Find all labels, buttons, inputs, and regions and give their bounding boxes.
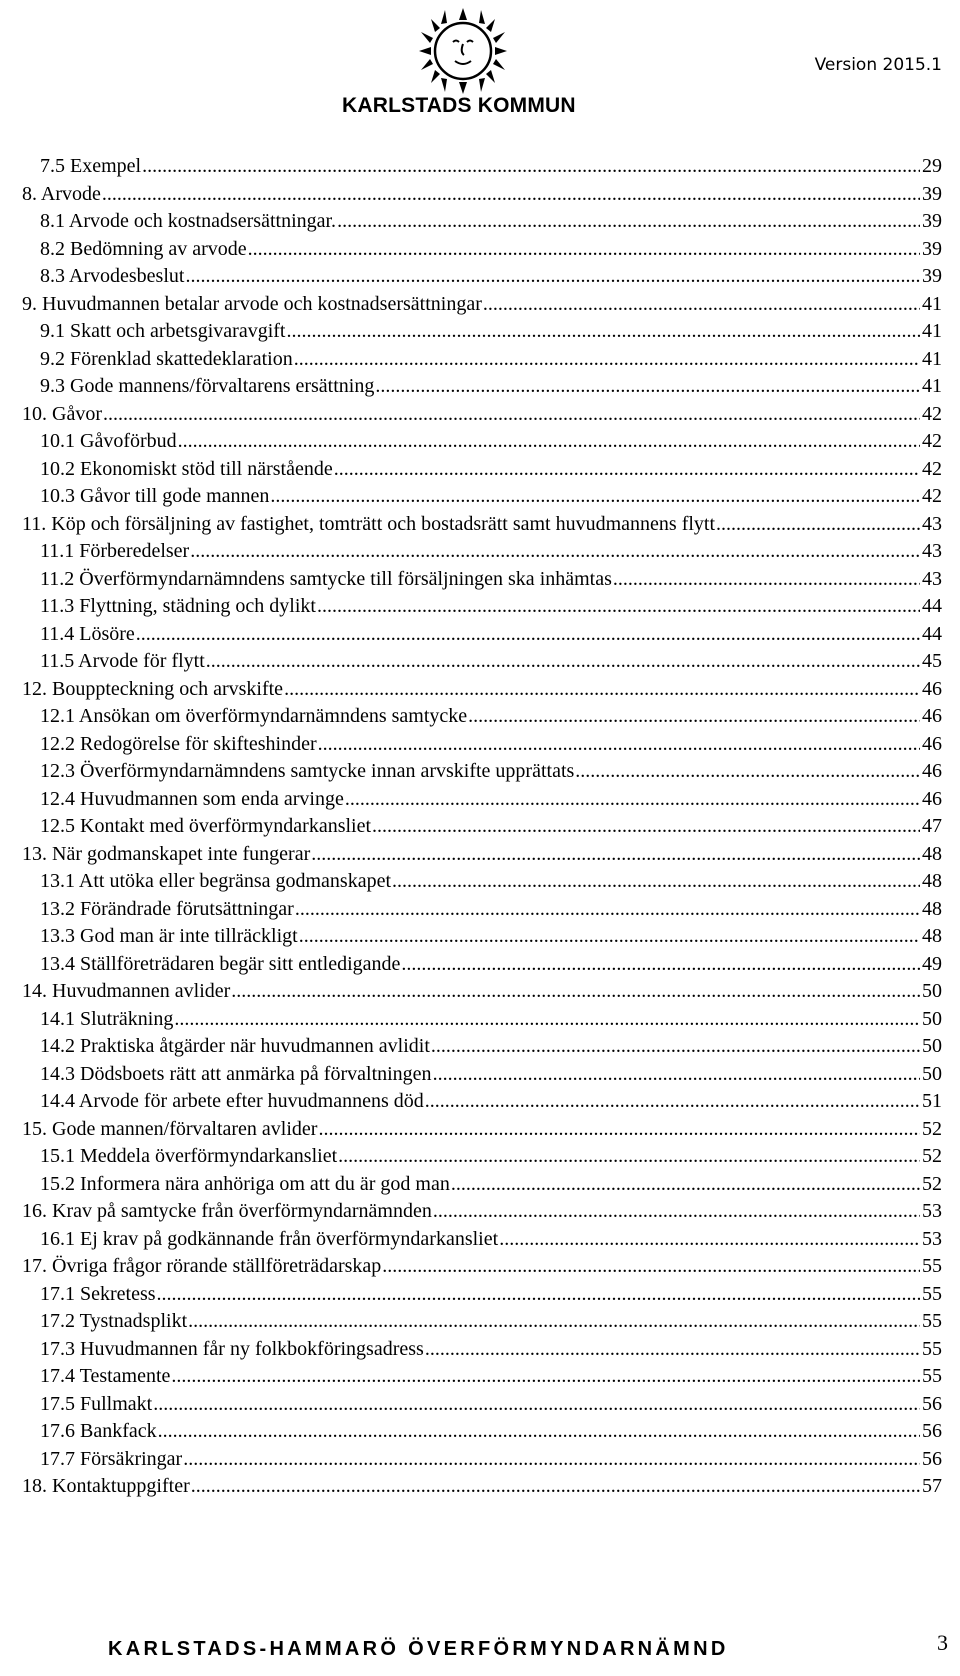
toc-dot-leader [158, 1417, 920, 1446]
toc-entry-page: 43 [922, 512, 942, 535]
toc-entry-label: 15. Gode mannen/förvaltaren avlider [22, 1117, 318, 1140]
toc-dot-leader [178, 427, 920, 456]
toc-entry-label: 9.2 Förenklad skattedeklaration [40, 347, 293, 370]
page-footer [0, 1630, 960, 1670]
toc-entry[interactable] [40, 455, 942, 484]
toc-dot-leader [401, 950, 920, 979]
toc-dot-leader [716, 510, 920, 539]
toc-entry-label: 14.4 Arvode för arbete efter huvudmannens död [40, 1090, 424, 1112]
toc-entry[interactable] [22, 1115, 942, 1144]
toc-entry-label: 17.4 Testamente [40, 1365, 171, 1387]
toc-entry-page: 56 [922, 1420, 942, 1442]
toc-entry-page: 51 [922, 1090, 942, 1112]
toc-entry-label: 12.2 Redogörelse för skifteshinder [40, 732, 317, 755]
toc-entry-page: 41 [922, 375, 942, 397]
toc-dot-leader [433, 1060, 920, 1089]
toc-entry[interactable] [40, 950, 942, 979]
toc-entry-label: 17.2 Tystnadsplikt [40, 1310, 188, 1332]
toc-entry-page: 55 [922, 1365, 942, 1387]
toc-entry[interactable] [22, 1472, 942, 1501]
toc-entry-label: 17. Övriga frågor rörande ställföreträdarskap [22, 1255, 382, 1277]
toc-entry-label: 16. Krav på samtycke från överförmyndarnämnden [22, 1200, 432, 1222]
toc-entry[interactable] [40, 1307, 942, 1336]
toc-entry-page: 55 [922, 1337, 942, 1360]
toc-entry-label: 17.6 Bankfack [40, 1420, 157, 1442]
toc-entry-page: 44 [922, 622, 942, 645]
logo-text: KARLSTADS KOMMUN [342, 94, 576, 117]
toc-entry-page: 57 [922, 1475, 942, 1497]
toc-dot-leader [311, 840, 920, 869]
toc-entry[interactable] [22, 675, 942, 704]
toc-entry-page: 52 [922, 1117, 942, 1140]
toc-dot-leader [191, 1472, 920, 1501]
toc-entry[interactable] [40, 372, 942, 401]
toc-entry-page: 46 [922, 732, 942, 755]
toc-dot-leader [425, 1087, 920, 1116]
toc-entry[interactable] [40, 427, 942, 456]
toc-entry[interactable] [40, 152, 942, 181]
toc-entry[interactable] [40, 1280, 942, 1309]
toc-entry[interactable] [40, 537, 942, 566]
toc-entry-page: 46 [922, 787, 942, 810]
version-label: Version 2015.1 [814, 55, 942, 75]
toc-entry[interactable] [40, 895, 942, 924]
toc-dot-leader [451, 1170, 920, 1199]
toc-dot-leader [183, 1445, 920, 1474]
toc-entry-label: 14.2 Praktiska åtgärder när huvudmannen avlidit [40, 1035, 430, 1057]
toc-entry-page: 55 [922, 1282, 942, 1305]
toc-dot-leader [231, 977, 920, 1006]
toc-dot-leader [206, 647, 920, 676]
toc-dot-leader [294, 345, 920, 374]
toc-entry-page: 50 [922, 1007, 942, 1030]
toc-entry-label: 12.5 Kontakt med överförmyndarkansliet [40, 815, 372, 837]
toc-entry-label: 11.5 Arvode för flytt [40, 650, 205, 672]
toc-entry[interactable] [22, 1197, 942, 1226]
toc-entry[interactable] [40, 592, 942, 621]
toc-entry[interactable] [40, 867, 942, 896]
footer-title: KARLSTADS-HAMMARÖ ÖVERFÖRMYNDARNÄMND [108, 1638, 729, 1660]
toc-entry-label: 10.3 Gåvor till gode mannen [40, 485, 270, 507]
toc-entry-page: 55 [922, 1255, 942, 1277]
toc-dot-leader [103, 400, 920, 429]
toc-dot-leader [433, 1197, 920, 1226]
toc-entry-page: 56 [922, 1392, 942, 1415]
toc-entry-label: 14.1 Sluträkning [40, 1007, 174, 1030]
toc-dot-leader [185, 262, 920, 291]
toc-dot-leader [284, 675, 920, 704]
toc-entry[interactable] [40, 812, 942, 841]
toc-entry-page: 45 [922, 650, 942, 672]
toc-entry-page: 42 [922, 430, 942, 452]
toc-dot-leader [102, 180, 920, 209]
toc-entry[interactable] [40, 1087, 942, 1116]
toc-entry[interactable] [40, 1445, 942, 1474]
toc-entry[interactable] [40, 922, 942, 951]
toc-entry-page: 46 [922, 760, 942, 782]
sun-logo-icon [415, 8, 511, 94]
toc-entry-label: 18. Kontaktuppgifter [22, 1475, 190, 1497]
toc-dot-leader [174, 1005, 920, 1034]
toc-entry[interactable] [40, 620, 942, 649]
toc-entry-page: 48 [922, 870, 942, 892]
toc-entry[interactable] [40, 235, 942, 264]
toc-entry-page: 46 [922, 677, 942, 700]
toc-dot-leader [382, 1252, 920, 1281]
toc-entry[interactable] [40, 757, 942, 786]
toc-entry-page: 52 [922, 1145, 942, 1167]
toc-entry-label: 17.1 Sekretess [40, 1282, 156, 1305]
toc-entry-label: 12.3 Överförmyndarnämndens samtycke innan arvskifte upprättats [40, 760, 575, 782]
toc-entry-page: 41 [922, 347, 942, 370]
toc-entry-page: 42 [922, 485, 942, 507]
toc-entry-label: 13.2 Förändrade förutsättningar [40, 897, 294, 920]
toc-dot-leader [338, 1142, 920, 1171]
toc-entry-label: 7.5 Exempel [40, 155, 142, 177]
toc-entry-label: 15.2 Informera nära anhöriga om att du är god man [40, 1172, 450, 1195]
toc-entry-label: 14. Huvudmannen avlider [22, 980, 231, 1002]
toc-entry-page: 41 [922, 292, 942, 315]
toc-dot-leader [337, 207, 920, 236]
toc-entry[interactable] [40, 702, 942, 731]
toc-entry-label: 8.3 Arvodesbeslut [40, 265, 185, 287]
toc-entry-label: 9. Huvudmannen betalar arvode och kostnadsersättningar [22, 292, 482, 315]
toc-entry-label: 9.3 Gode mannens/förvaltarens ersättning [40, 375, 375, 397]
toc-entry-label: 9.1 Skatt och arbetsgivaravgift [40, 320, 286, 342]
toc-entry-label: 11. Köp och försäljning av fastighet, tomträtt och bostadsrätt samt huvudmannens flytt [22, 512, 716, 535]
toc-dot-leader [295, 895, 920, 924]
toc-dot-leader [425, 1335, 920, 1364]
toc-entry-label: 12. Bouppteckning och arvskifte [22, 677, 284, 700]
page-number: 3 [937, 1630, 948, 1655]
toc-entry-page: 53 [922, 1200, 942, 1222]
toc-entry-label: 10.2 Ekonomiskt stöd till närstående [40, 457, 333, 480]
toc-entry-page: 48 [922, 925, 942, 947]
toc-entry-page: 50 [922, 980, 942, 1002]
toc-entry-page: 48 [922, 842, 942, 865]
toc-entry-label: 8.1 Arvode och kostnadsersättningar. [40, 210, 337, 232]
toc-entry[interactable] [40, 1225, 942, 1254]
toc-entry-page: 52 [922, 1172, 942, 1195]
toc-dot-leader [299, 922, 920, 951]
toc-entry-label: 17.7 Försäkringar [40, 1447, 183, 1470]
toc-entry-page: 50 [922, 1062, 942, 1085]
toc-entry-page: 50 [922, 1035, 942, 1057]
toc-entry-label: 10. Gåvor [22, 402, 102, 425]
toc-entry[interactable] [22, 510, 942, 539]
toc-entry-page: 39 [922, 182, 942, 205]
toc-dot-leader [317, 592, 920, 621]
toc-dot-leader [318, 1115, 920, 1144]
toc-entry-page: 39 [922, 210, 942, 232]
toc-entry[interactable] [40, 345, 942, 374]
toc-entry-page: 44 [922, 595, 942, 617]
toc-entry-label: 17.5 Fullmakt [40, 1392, 153, 1415]
toc-entry[interactable] [22, 290, 942, 319]
toc-entry-page: 43 [922, 540, 942, 562]
toc-entry-page: 56 [922, 1447, 942, 1470]
toc-dot-leader [468, 702, 920, 731]
toc-entry-label: 15.1 Meddela överförmyndarkansliet [40, 1145, 338, 1167]
toc-entry-page: 47 [922, 815, 942, 837]
toc-dot-leader [188, 1307, 920, 1336]
toc-entry[interactable] [40, 1362, 942, 1391]
toc-entry[interactable] [40, 647, 942, 676]
toc-dot-leader [345, 785, 920, 814]
toc-entry-label: 10.1 Gåvoförbud [40, 430, 177, 452]
toc-entry-label: 17.3 Huvudmannen får ny folkbokföringsadress [40, 1337, 424, 1360]
toc-dot-leader [157, 1280, 920, 1309]
toc-entry-page: 29 [922, 155, 942, 177]
toc-entry-label: 13.1 Att utöka eller begränsa godmanskapet [40, 870, 392, 892]
toc-dot-leader [613, 565, 920, 594]
toc-entry-page: 39 [922, 265, 942, 287]
toc-dot-leader [431, 1032, 920, 1061]
toc-entry-label: 11.2 Överförmyndarnämndens samtycke till försäljningen ska inhämtas [40, 567, 612, 590]
toc-entry-label: 13. När godmanskapet inte fungerar [22, 842, 311, 865]
toc-entry[interactable] [22, 977, 942, 1006]
toc-entry-page: 53 [922, 1227, 942, 1250]
toc-entry-label: 12.1 Ansökan om överförmyndarnämndens samtycke [40, 705, 468, 727]
toc-entry[interactable] [40, 1060, 942, 1089]
toc-entry[interactable] [40, 207, 942, 236]
toc-dot-leader [483, 290, 920, 319]
toc-dot-leader [372, 812, 920, 841]
toc-dot-leader [392, 867, 920, 896]
toc-dot-leader [499, 1225, 920, 1254]
toc-dot-leader [375, 372, 920, 401]
toc-entry[interactable] [22, 400, 942, 429]
toc-dot-leader [153, 1390, 920, 1419]
toc-entry-page: 39 [922, 237, 942, 260]
toc-entry-label: 8.2 Bedömning av arvode [40, 237, 247, 260]
toc-entry[interactable] [40, 1390, 942, 1419]
toc-dot-leader [136, 620, 920, 649]
toc-dot-leader [190, 537, 920, 566]
toc-entry[interactable] [40, 1170, 942, 1199]
toc-entry-page: 42 [922, 402, 942, 425]
toc-dot-leader [334, 455, 920, 484]
toc-dot-leader [171, 1362, 920, 1391]
toc-entry[interactable] [40, 785, 942, 814]
toc-entry-label: 14.3 Dödsboets rätt att anmärka på förvaltningen [40, 1062, 432, 1085]
toc-entry[interactable] [22, 180, 942, 209]
toc-entry[interactable] [40, 565, 942, 594]
toc-entry-label: 13.3 God man är inte tillräckligt [40, 925, 298, 947]
toc-entry[interactable] [40, 1032, 942, 1061]
toc-entry-label: 11.1 Förberedelser [40, 540, 190, 562]
toc-dot-leader [142, 152, 920, 181]
toc-entry-page: 41 [922, 320, 942, 342]
toc-entry[interactable] [40, 730, 942, 759]
toc-dot-leader [270, 482, 920, 511]
toc-entry[interactable] [22, 1252, 942, 1281]
toc-entry-page: 55 [922, 1310, 942, 1332]
toc-entry-page: 46 [922, 705, 942, 727]
toc-entry-label: 11.4 Lösöre [40, 622, 135, 645]
toc-entry[interactable] [40, 1005, 942, 1034]
toc-entry[interactable] [40, 317, 942, 346]
toc-entry[interactable] [22, 840, 942, 869]
toc-entry-label: 16.1 Ej krav på godkännande från överförmyndarkansliet [40, 1227, 499, 1250]
toc-entry-label: 12.4 Huvudmannen som enda arvinge [40, 787, 344, 810]
toc-dot-leader [248, 235, 920, 264]
page-header [0, 0, 960, 130]
toc-entry-label: 8. Arvode [22, 182, 101, 205]
toc-entry[interactable] [40, 262, 942, 291]
toc-entry[interactable] [40, 1335, 942, 1364]
toc-entry[interactable] [40, 482, 942, 511]
toc-dot-leader [575, 757, 920, 786]
toc-entry-page: 49 [922, 952, 942, 975]
toc-entry-page: 42 [922, 457, 942, 480]
toc-entry[interactable] [40, 1417, 942, 1446]
toc-dot-leader [287, 317, 921, 346]
toc-entry[interactable] [40, 1142, 942, 1171]
toc-entry-label: 11.3 Flyttning, städning och dylikt [40, 595, 316, 617]
karlstads-kommun-logo [340, 8, 610, 118]
toc-entry-page: 43 [922, 567, 942, 590]
toc-dot-leader [318, 730, 920, 759]
toc-entry-label: 13.4 Ställföreträdaren begär sitt entledigande [40, 952, 401, 975]
toc-entry-page: 48 [922, 897, 942, 920]
